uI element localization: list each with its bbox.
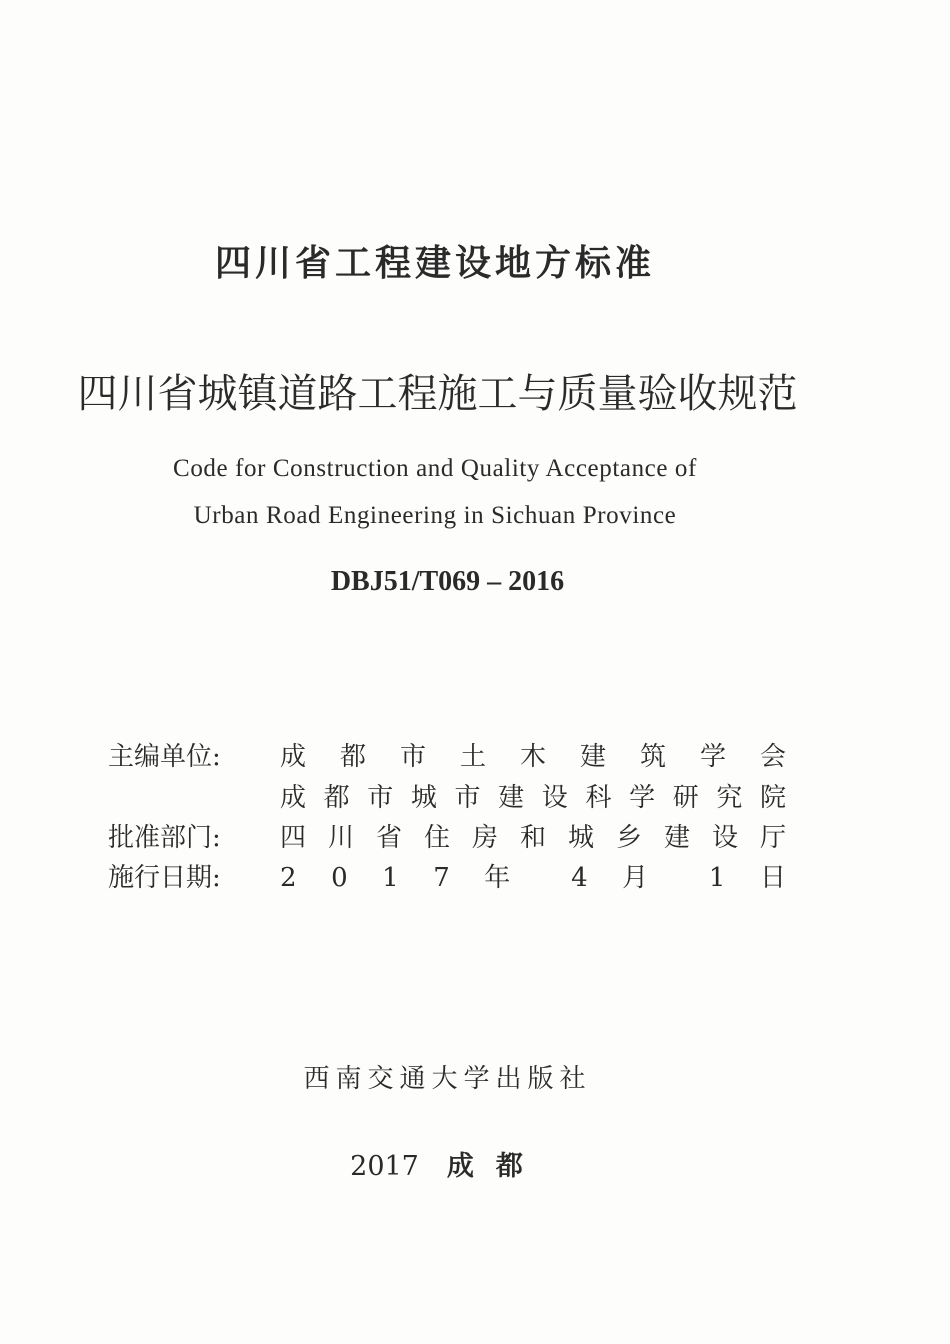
publication-year: 2017 (350, 1151, 419, 1182)
info-value: 四 川 省 住 房 和 城 乡 建 设 厅 (280, 823, 786, 853)
info-value: 成 都 市 土 木 建 筑 学 会 (280, 742, 786, 772)
info-label: 施行日期: (108, 863, 221, 893)
publication-city: 成都 (446, 1151, 545, 1182)
info-row-chief-editor (108, 736, 786, 770)
info-row-approval-dept (108, 817, 786, 851)
document-title-cn: 四川省城镇道路工程施工与质量验收规范 (77, 371, 798, 417)
info-label: 批准部门: (108, 823, 221, 853)
standard-code: DBJ51/T069 – 2016 (330, 566, 565, 597)
info-value: 2 0 1 7 年 4 月 1 日 (280, 863, 786, 893)
publisher: 西南交通大学出版社 (303, 1064, 592, 1094)
series-title: 四川省工程建设地方标准 (214, 243, 655, 284)
info-value: 成 都 市 城 市 建 设 科 学 研 究 院 (280, 783, 786, 813)
info-label: 主编单位: (108, 742, 221, 772)
document-title-en-line-1: Code for Construction and Quality Acceptance of (173, 455, 697, 482)
document-title-en-line-2: Urban Road Engineering in Sichuan Province (193, 502, 677, 529)
info-row-chief-editor-2 (108, 777, 786, 811)
info-row-effective-date (108, 857, 786, 891)
publication-info (0, 1144, 895, 1183)
